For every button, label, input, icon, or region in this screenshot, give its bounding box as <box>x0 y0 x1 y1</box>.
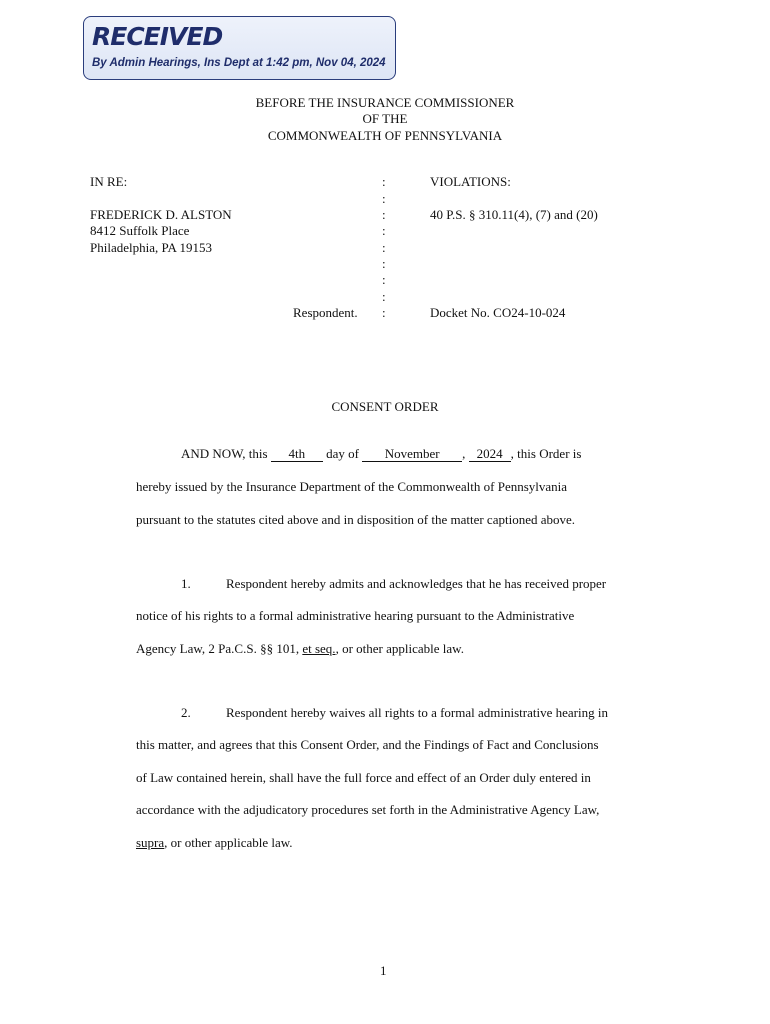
caption-colon: : <box>382 272 386 287</box>
in-re-label: IN RE: <box>90 174 128 189</box>
stamp-title: RECEIVED <box>92 22 223 51</box>
violations-label: VIOLATIONS: <box>430 174 511 189</box>
para2-number: 2. <box>181 705 191 720</box>
para1-line-2: notice of his rights to a formal administrative hearing pursuant to the Administrative <box>136 608 575 623</box>
intro-line-1 <box>181 446 581 462</box>
docket-number: Docket No. CO24-10-024 <box>430 305 566 320</box>
day-field: 4th <box>271 447 323 462</box>
year-field: 2024 <box>469 447 511 462</box>
et-seq: et seq. <box>302 641 336 656</box>
para2-text: , or other applicable law. <box>164 835 293 850</box>
header-line-2: OF THE <box>362 111 408 126</box>
para2-line-3: of Law contained herein, shall have the full force and effect of an Order duly entered in <box>136 770 591 785</box>
para2-line-1: Respondent hereby waives all rights to a formal administrative hearing in <box>226 705 608 720</box>
violations-text: 40 P.S. § 310.11(4), (7) and (20) <box>430 207 598 222</box>
stamp-subtitle: By Admin Hearings, Ins Dept at 1:42 pm, Nov 04, 2024 <box>92 57 386 69</box>
header-line-1: BEFORE THE INSURANCE COMMISSIONER <box>255 95 515 110</box>
caption-colon: : <box>382 174 386 189</box>
address-line-1: 8412 Suffolk Place <box>90 223 190 238</box>
caption-colon: : <box>382 223 386 238</box>
page-number: 1 <box>380 963 387 978</box>
intro-text: day of <box>326 446 359 461</box>
caption-colon: : <box>382 256 386 271</box>
intro-text: , this Order is <box>510 446 582 461</box>
para2-line-2: this matter, and agrees that this Consent Order, and the Findings of Fact and Conclusions <box>136 737 599 752</box>
caption-colon: : <box>382 289 386 304</box>
para1-line-3 <box>136 641 464 657</box>
intro-line-2: hereby issued by the Insurance Department of the Commonwealth of Pennsylvania <box>136 479 568 494</box>
intro-text: AND NOW, this <box>181 446 268 461</box>
intro-line-3: pursuant to the statutes cited above and in disposition of the matter captioned above. <box>136 512 575 527</box>
para1-number: 1. <box>181 576 191 591</box>
header-line-3: COMMONWEALTH OF PENNSYLVANIA <box>267 128 503 143</box>
para2-line-5 <box>136 835 293 851</box>
caption-colon: : <box>382 240 386 255</box>
caption-colon: : <box>382 191 386 206</box>
para2-line-4: accordance with the adjudicatory procedures set forth in the Administrative Agency Law, <box>136 802 600 817</box>
address-line-2: Philadelphia, PA 19153 <box>90 240 212 255</box>
received-stamp <box>83 16 396 80</box>
month-field: November <box>362 447 462 462</box>
intro-comma: , <box>462 446 466 461</box>
caption-colon: : <box>382 207 386 222</box>
para1-line-1: Respondent hereby admits and acknowledges that he has received proper <box>226 576 607 591</box>
supra: supra <box>136 835 165 850</box>
document-title: CONSENT ORDER <box>331 399 439 414</box>
respondent-label: Respondent. <box>293 305 358 320</box>
respondent-name: FREDERICK D. ALSTON <box>90 207 232 222</box>
caption-colon: : <box>382 305 386 320</box>
para1-text: Agency Law, 2 Pa.C.S. §§ 101, <box>136 641 300 656</box>
para1-text: , or other applicable law. <box>335 641 464 656</box>
